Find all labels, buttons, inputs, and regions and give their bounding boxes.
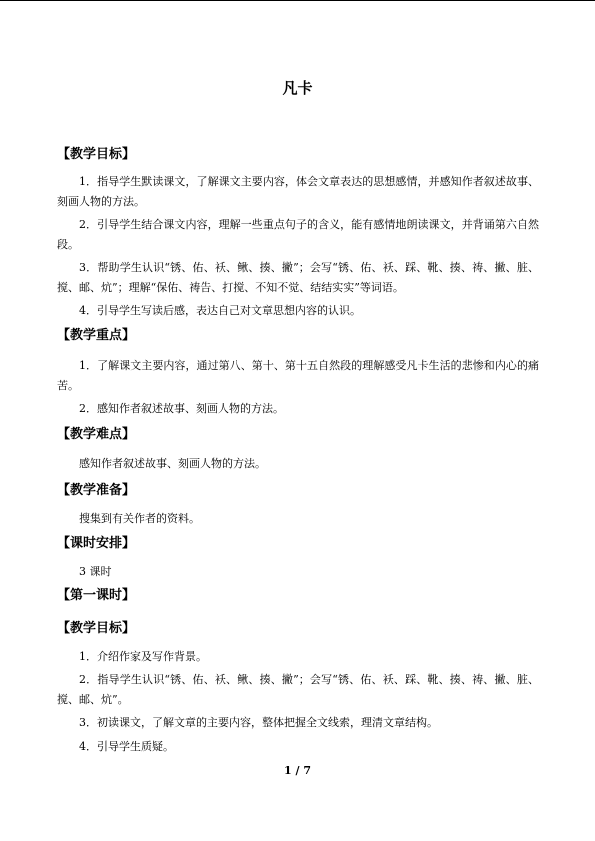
preparation-text: 搜集到有关作者的资料。 bbox=[79, 512, 200, 525]
lesson-goal-3: 3．初读课文，了解文章的主要内容，整体把握全文线索，理清文章结构。 bbox=[79, 716, 438, 729]
document-title: 凡卡 bbox=[282, 79, 313, 97]
heading-key-points: 【教学重点】 bbox=[57, 328, 136, 343]
schedule-text: 3 课时 bbox=[79, 565, 112, 578]
goal-item-4: 4．引导学生写读后感，表达自己对文章思想内容的认识。 bbox=[79, 304, 361, 317]
page-number: 1 / 7 bbox=[284, 764, 311, 777]
key-point-2: 2．感知作者叙述故事、刻画人物的方法。 bbox=[79, 402, 284, 415]
difficulty-text: 感知作者叙述故事、刻画人物的方法。 bbox=[79, 457, 266, 470]
lesson-goal-4: 4．引导学生质疑。 bbox=[79, 740, 174, 753]
goal-item-3: 3．帮助学生认识“锈、佑、袄、鳅、揍、撇”；会写“锈、佑、袄、踩、靴、揍、祷、撇、脏、搅、邮、炕”；理解“保佑、祷告、打搅、不知不觉、结结实实”等词语。 bbox=[57, 261, 539, 294]
heading-difficulties: 【教学难点】 bbox=[57, 427, 136, 442]
heading-schedule: 【课时安排】 bbox=[57, 536, 136, 551]
lesson-goal-2: 2．指导学生认识“锈、佑、袄、鳅、揍、撇”；会写“锈、佑、袄、踩、靴、揍、祷、撇、脏、搅、邮、炕”。 bbox=[57, 673, 539, 706]
heading-first-lesson: 【第一课时】 bbox=[57, 588, 136, 603]
lesson-goal-1: 1．介绍作家及写作背景。 bbox=[79, 650, 207, 663]
header-rule bbox=[0, 0, 595, 1]
goal-item-1: 1．指导学生默读课文，了解课文主要内容，体会文章表达的思想感情，并感知作者叙述故事、刻画人物的方法。 bbox=[57, 175, 539, 208]
goal-item-2: 2．引导学生结合课文内容，理解一些重点句子的含义，能有感情地朗读课文，并背诵第六自然段。 bbox=[57, 218, 539, 251]
key-point-1: 1．了解课文主要内容，通过第八、第十、第十五自然段的理解感受凡卡生活的悲惨和内心的痛苦。 bbox=[57, 359, 539, 392]
heading-preparation: 【教学准备】 bbox=[57, 483, 136, 498]
heading-lesson-goals: 【教学目标】 bbox=[57, 621, 136, 636]
heading-teaching-goals: 【教学目标】 bbox=[57, 147, 136, 162]
